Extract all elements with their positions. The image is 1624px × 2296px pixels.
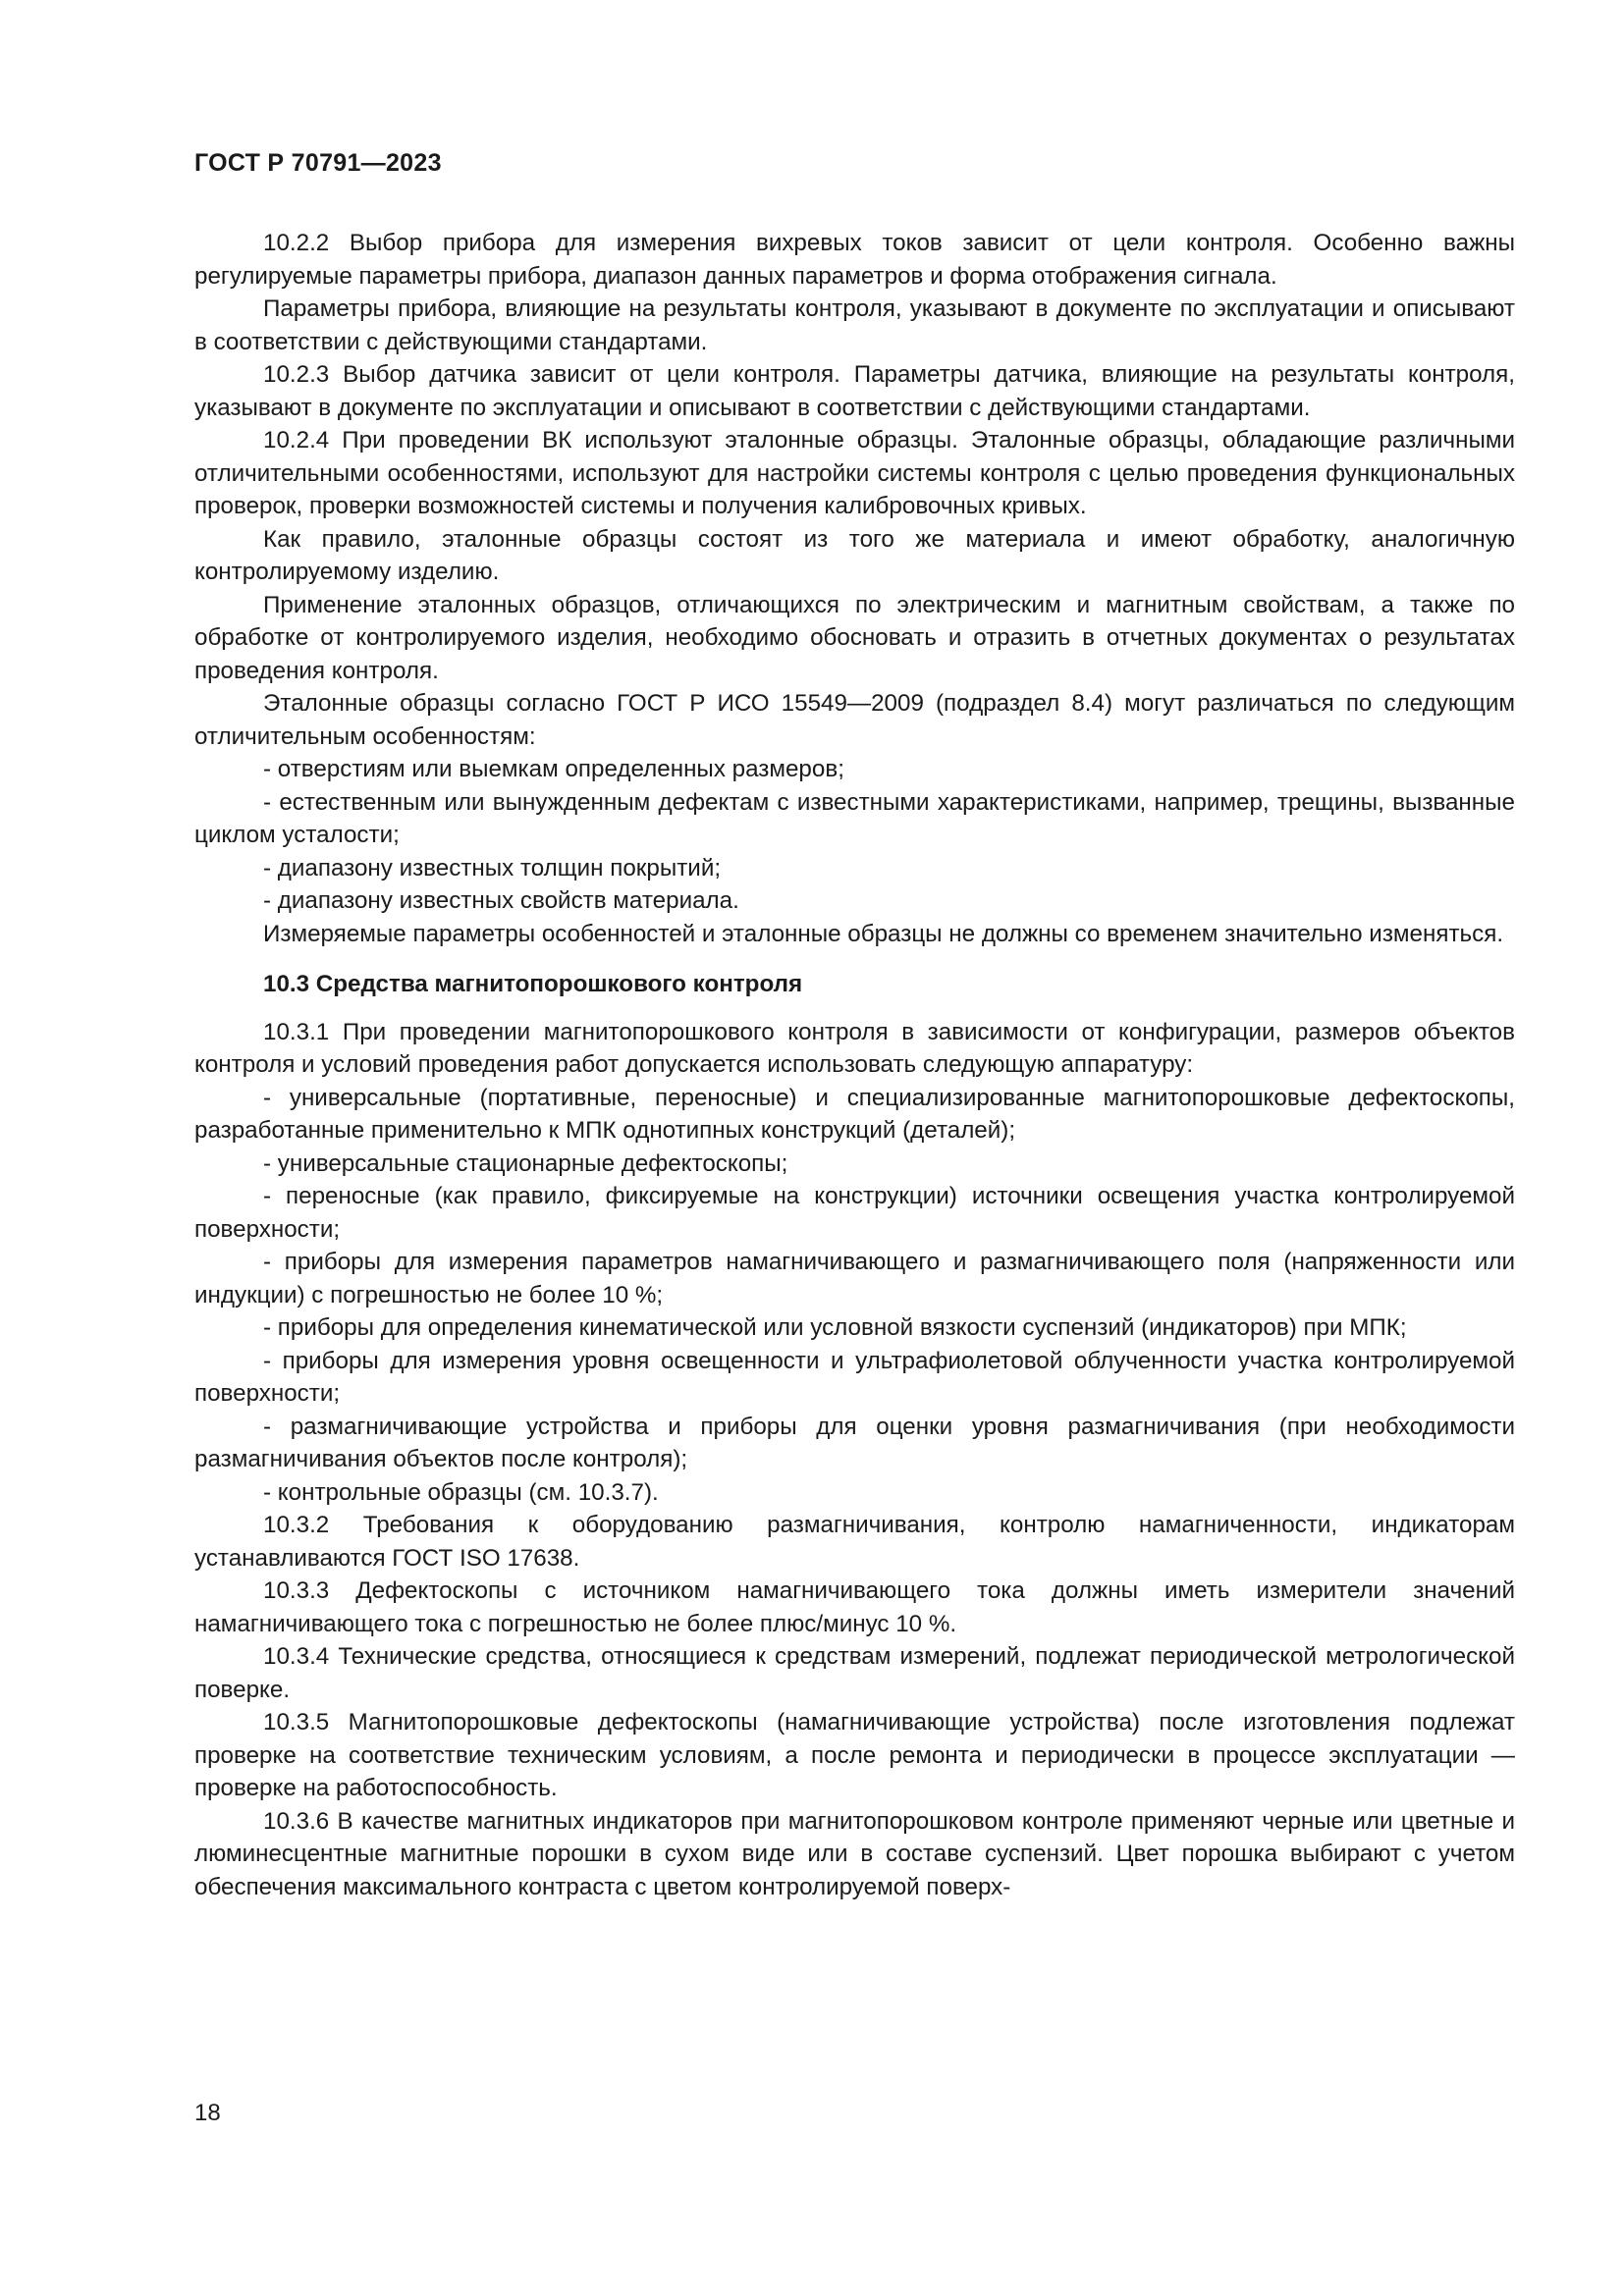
- list-item: - контрольные образцы (см. 10.3.7).: [263, 1478, 659, 1506]
- paragraph: 10.2.2 Выбор прибора для измерения вихревых токов зависит от цели контроля. Особенно важны регулируемые параметры прибора, диапазон данных параметров и форма отображения сигнала.: [194, 230, 1515, 290]
- paragraph: Как правило, эталонные образцы состоят из того же материала и имеют обработку, аналогичную контролируемому изделию.: [194, 525, 1515, 585]
- section-heading: 10.3 Средства магнитопорошкового контроля: [263, 971, 803, 997]
- page-number: 18: [194, 2100, 221, 2126]
- list-item: - отверстиям или выемкам определенных размеров;: [263, 756, 844, 782]
- list-item: - приборы для измерения параметров намагничивающего и размагничивающего поля (напряженности или индукции) с погрешностью не более 10 %;: [194, 1249, 1515, 1308]
- paragraph: 10.3.4 Технические средства, относящиеся к средствам измерений, подлежат периодической метрологической поверке.: [194, 1643, 1515, 1703]
- paragraph: Эталонные образцы согласно ГОСТ Р ИСО 15549—2009 (подраздел 8.4) могут различаться по следующим отличительным особенностям:: [194, 690, 1515, 750]
- paragraph: Параметры прибора, влияющие на результаты контроля, указывают в документе по эксплуатации и описывают в соответствии с действующими стандартами.: [194, 295, 1515, 355]
- list-item: - диапазону известных свойств материала.: [263, 887, 739, 914]
- list-item: - размагничивающие устройства и приборы для оценки уровня размагничивания (при необходимости размагничивания объектов после контроля);: [194, 1413, 1515, 1472]
- list-item: - переносные (как правило, фиксируемые на конструкции) источники освещения участка контролируемой поверхности;: [194, 1183, 1515, 1243]
- paragraph: 10.3.3 Дефектоскопы с источником намагничивающего тока должны иметь измерители значений намагничивающего тока с погрешностью не более плюс/минус 10 %.: [194, 1577, 1515, 1637]
- list-item: - диапазону известных толщин покрытий;: [263, 854, 722, 881]
- paragraph: 10.2.4 При проведении ВК используют эталонные образцы. Эталонные образцы, обладающие различными отличительными особенностями, используют для настройки системы контроля с целью проведения функциональных проверок, проверки возможностей системы и получения калибровочных кривых.: [194, 427, 1515, 519]
- list-item: - естественным или вынужденным дефектам с известными характеристиками, например, трещины, вызванные циклом усталости;: [194, 788, 1515, 848]
- paragraph: Применение эталонных образцов, отличающихся по электрическим и магнитным свойствам, а также по обработке от контролируемого изделия, необходимо обосновать и отразить в отчетных документах о результатах проведения контроля.: [194, 591, 1515, 684]
- list-item: - приборы для измерения уровня освещенности и ультрафиолетовой облученности участка контролируемой поверхности;: [194, 1347, 1515, 1407]
- list-item: - приборы для определения кинематической или условной вязкости суспензий (индикаторов) при МПК;: [263, 1314, 1407, 1341]
- paragraph: Измеряемые параметры особенностей и эталонные образцы не должны со временем значительно изменяться.: [263, 920, 1504, 947]
- paragraph: 10.3.2 Требования к оборудованию размагничивания, контролю намагниченности, индикаторам устанавливаются ГОСТ ISO 17638.: [194, 1512, 1515, 1572]
- document-body: [194, 227, 1515, 1903]
- list-item: - универсальные стационарные дефектоскопы;: [263, 1149, 788, 1177]
- paragraph: 10.3.6 В качестве магнитных индикаторов при магнитопорошковом контроле применяют черные или цветные и люминесцентные магнитные порошки в сухом виде или в составе суспензий. Цвет порошка выбирают с учетом обеспечения максимального контраста с цветом контролируемой поверх-: [194, 1807, 1515, 1900]
- document-header: ГОСТ Р 70791—2023: [194, 149, 442, 177]
- paragraph: 10.3.1 При проведении магнитопорошкового контроля в зависимости от конфигурации, размеров объектов контроля и условий проведения работ допускается использовать следующую аппаратуру:: [194, 1018, 1515, 1078]
- paragraph: 10.2.3 Выбор датчика зависит от цели контроля. Параметры датчика, влияющие на результаты контроля, указывают в документе по эксплуатации и описывают в соответствии с действующими стандартами.: [194, 361, 1515, 421]
- paragraph: 10.3.5 Магнитопорошковые дефектоскопы (намагничивающие устройства) после изготовления подлежат проверке на соответствие техническим условиям, а после ремонта и периодически в процессе эксплуатации — проверке на работоспособность.: [194, 1709, 1515, 1801]
- list-item: - универсальные (портативные, переносные) и специализированные магнитопорошковые дефектоскопы, разработанные применительно к МПК однотипных конструкций (деталей);: [194, 1084, 1515, 1144]
